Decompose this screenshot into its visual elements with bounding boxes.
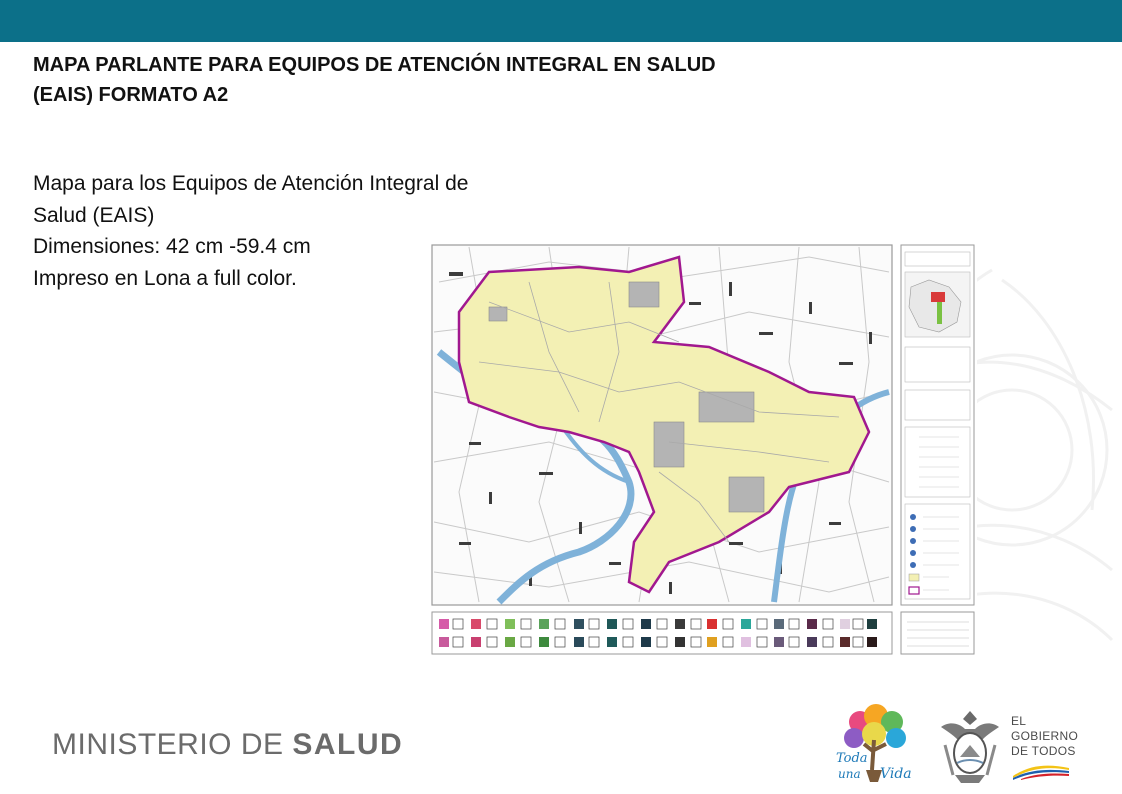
title-line-1: MAPA PARLANTE PARA EQUIPOS DE ATENCIÓN INTEGRAL EN SALUD bbox=[33, 54, 716, 76]
description-line-1: Mapa para los Equipos de Atención Integral de bbox=[33, 172, 469, 195]
page-title bbox=[33, 50, 853, 110]
svg-text:Toda: Toda bbox=[836, 751, 868, 766]
gobierno-line-2: GOBIERNO bbox=[1011, 729, 1079, 743]
gobierno-line-3: DE TODOS bbox=[1011, 744, 1076, 758]
title-line-2: (EAIS) FORMATO A2 bbox=[33, 84, 229, 106]
description-line-2: Salud (EAIS) bbox=[33, 203, 155, 227]
gobierno-line-1: EL bbox=[1011, 714, 1027, 728]
top-bar bbox=[0, 0, 1122, 42]
gobierno-de-todos-logo bbox=[1011, 714, 1078, 759]
ministry-logo-bold: SALUD bbox=[292, 728, 404, 761]
description-line-4: Impreso en Lona a full color. bbox=[33, 266, 297, 290]
ministry-logo-text: MINISTERIO DE bbox=[52, 728, 293, 761]
ministry-logo bbox=[52, 728, 403, 762]
svg-text:una: una bbox=[838, 767, 861, 781]
description-line-3: Dimensiones: 42 cm -59.4 cm bbox=[33, 235, 311, 258]
national-crest-logo bbox=[935, 705, 1005, 787]
legend-panel bbox=[901, 245, 974, 605]
svg-text:Vida: Vida bbox=[880, 766, 912, 782]
flag-swoosh-icon bbox=[1011, 760, 1071, 780]
map-image bbox=[429, 242, 977, 656]
toda-una-vida-logo bbox=[830, 700, 918, 788]
